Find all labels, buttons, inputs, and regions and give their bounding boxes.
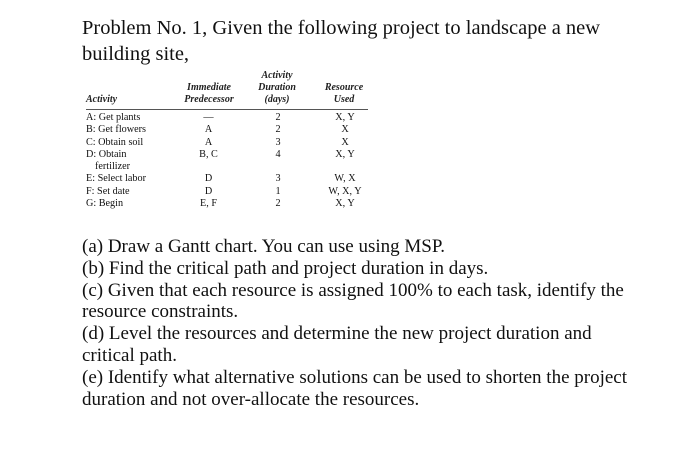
table-row (86, 198, 386, 210)
duration-cell: 2 (275, 124, 281, 136)
activity-cell-line2: fertilizer (95, 161, 131, 173)
table-row (86, 186, 386, 198)
activity-cell: B: Get flowers (86, 124, 146, 136)
problem-heading: Problem No. 1, Given the following project to landscape a new building site, (82, 17, 601, 65)
duration-cell: 4 (275, 148, 281, 160)
header-duration (248, 70, 306, 106)
duration-cell: 3 (275, 136, 281, 148)
activity-cell: C: Obtain soil (86, 136, 144, 148)
resource-cell: W, X, Y (328, 185, 362, 197)
header-resource (314, 82, 374, 106)
activity-cell: F: Set date (86, 185, 130, 197)
resource-cell: X, Y (335, 148, 355, 160)
question-b: (b) Find the critical path and project duration in days. (82, 257, 489, 279)
predecessor-cell: D (204, 173, 213, 185)
table-body (86, 112, 386, 210)
predecessor-cell: B, C (199, 148, 218, 160)
predecessor-cell: D (204, 185, 213, 197)
resource-cell: X, Y (335, 112, 355, 123)
resource-cell: X (341, 136, 349, 148)
header-resource-line2: Used (333, 94, 355, 105)
table-row (86, 137, 386, 149)
predecessor-cell: — (203, 112, 214, 123)
resource-cell: W, X (334, 173, 356, 185)
question-d: (d) Level the resources and determine the new project duration and critical path. (82, 323, 592, 366)
header-duration-line1: Activity (261, 70, 293, 81)
predecessor-cell: E, F (200, 198, 217, 210)
header-predecessor-line2: Predecessor (184, 94, 234, 105)
header-predecessor-line1: Immediate (187, 82, 231, 93)
resource-cell: X (341, 124, 349, 136)
duration-cell: 2 (275, 112, 281, 123)
header-activity: Activity (86, 94, 118, 105)
table-row (86, 149, 386, 174)
activity-cell: E: Select labor (86, 173, 146, 185)
table-row (86, 112, 386, 124)
activity-cell-line1: D: Obtain (86, 148, 127, 160)
header-resource-line1: Resource (324, 82, 364, 93)
resource-cell: X, Y (335, 198, 355, 210)
table-row (86, 124, 386, 136)
duration-cell: 1 (275, 185, 281, 197)
header-duration-line2: Duration (258, 82, 296, 93)
predecessor-cell: A (204, 124, 213, 136)
question-e: (e) Identify what alternative solutions can be used to shorten the project duration and not over-allocate the resources. (82, 366, 628, 410)
header-predecessor (174, 82, 244, 106)
duration-cell: 2 (275, 198, 281, 210)
activity-cell (86, 149, 176, 174)
header-rule (86, 109, 368, 110)
question-list (82, 236, 642, 410)
header-duration-line3: (days) (264, 94, 290, 105)
table-row (86, 173, 386, 185)
question-c: (c) Given that each resource is assigned 100% to each task, identify the resource constraints. (82, 279, 624, 323)
predecessor-cell: A (204, 136, 213, 148)
activity-table (86, 62, 386, 234)
duration-cell: 3 (275, 173, 281, 185)
activity-cell: A: Get plants (86, 112, 141, 123)
activity-cell: G: Begin (86, 198, 124, 210)
question-a: (a) Draw a Gantt chart. You can use using MSP. (82, 236, 446, 257)
